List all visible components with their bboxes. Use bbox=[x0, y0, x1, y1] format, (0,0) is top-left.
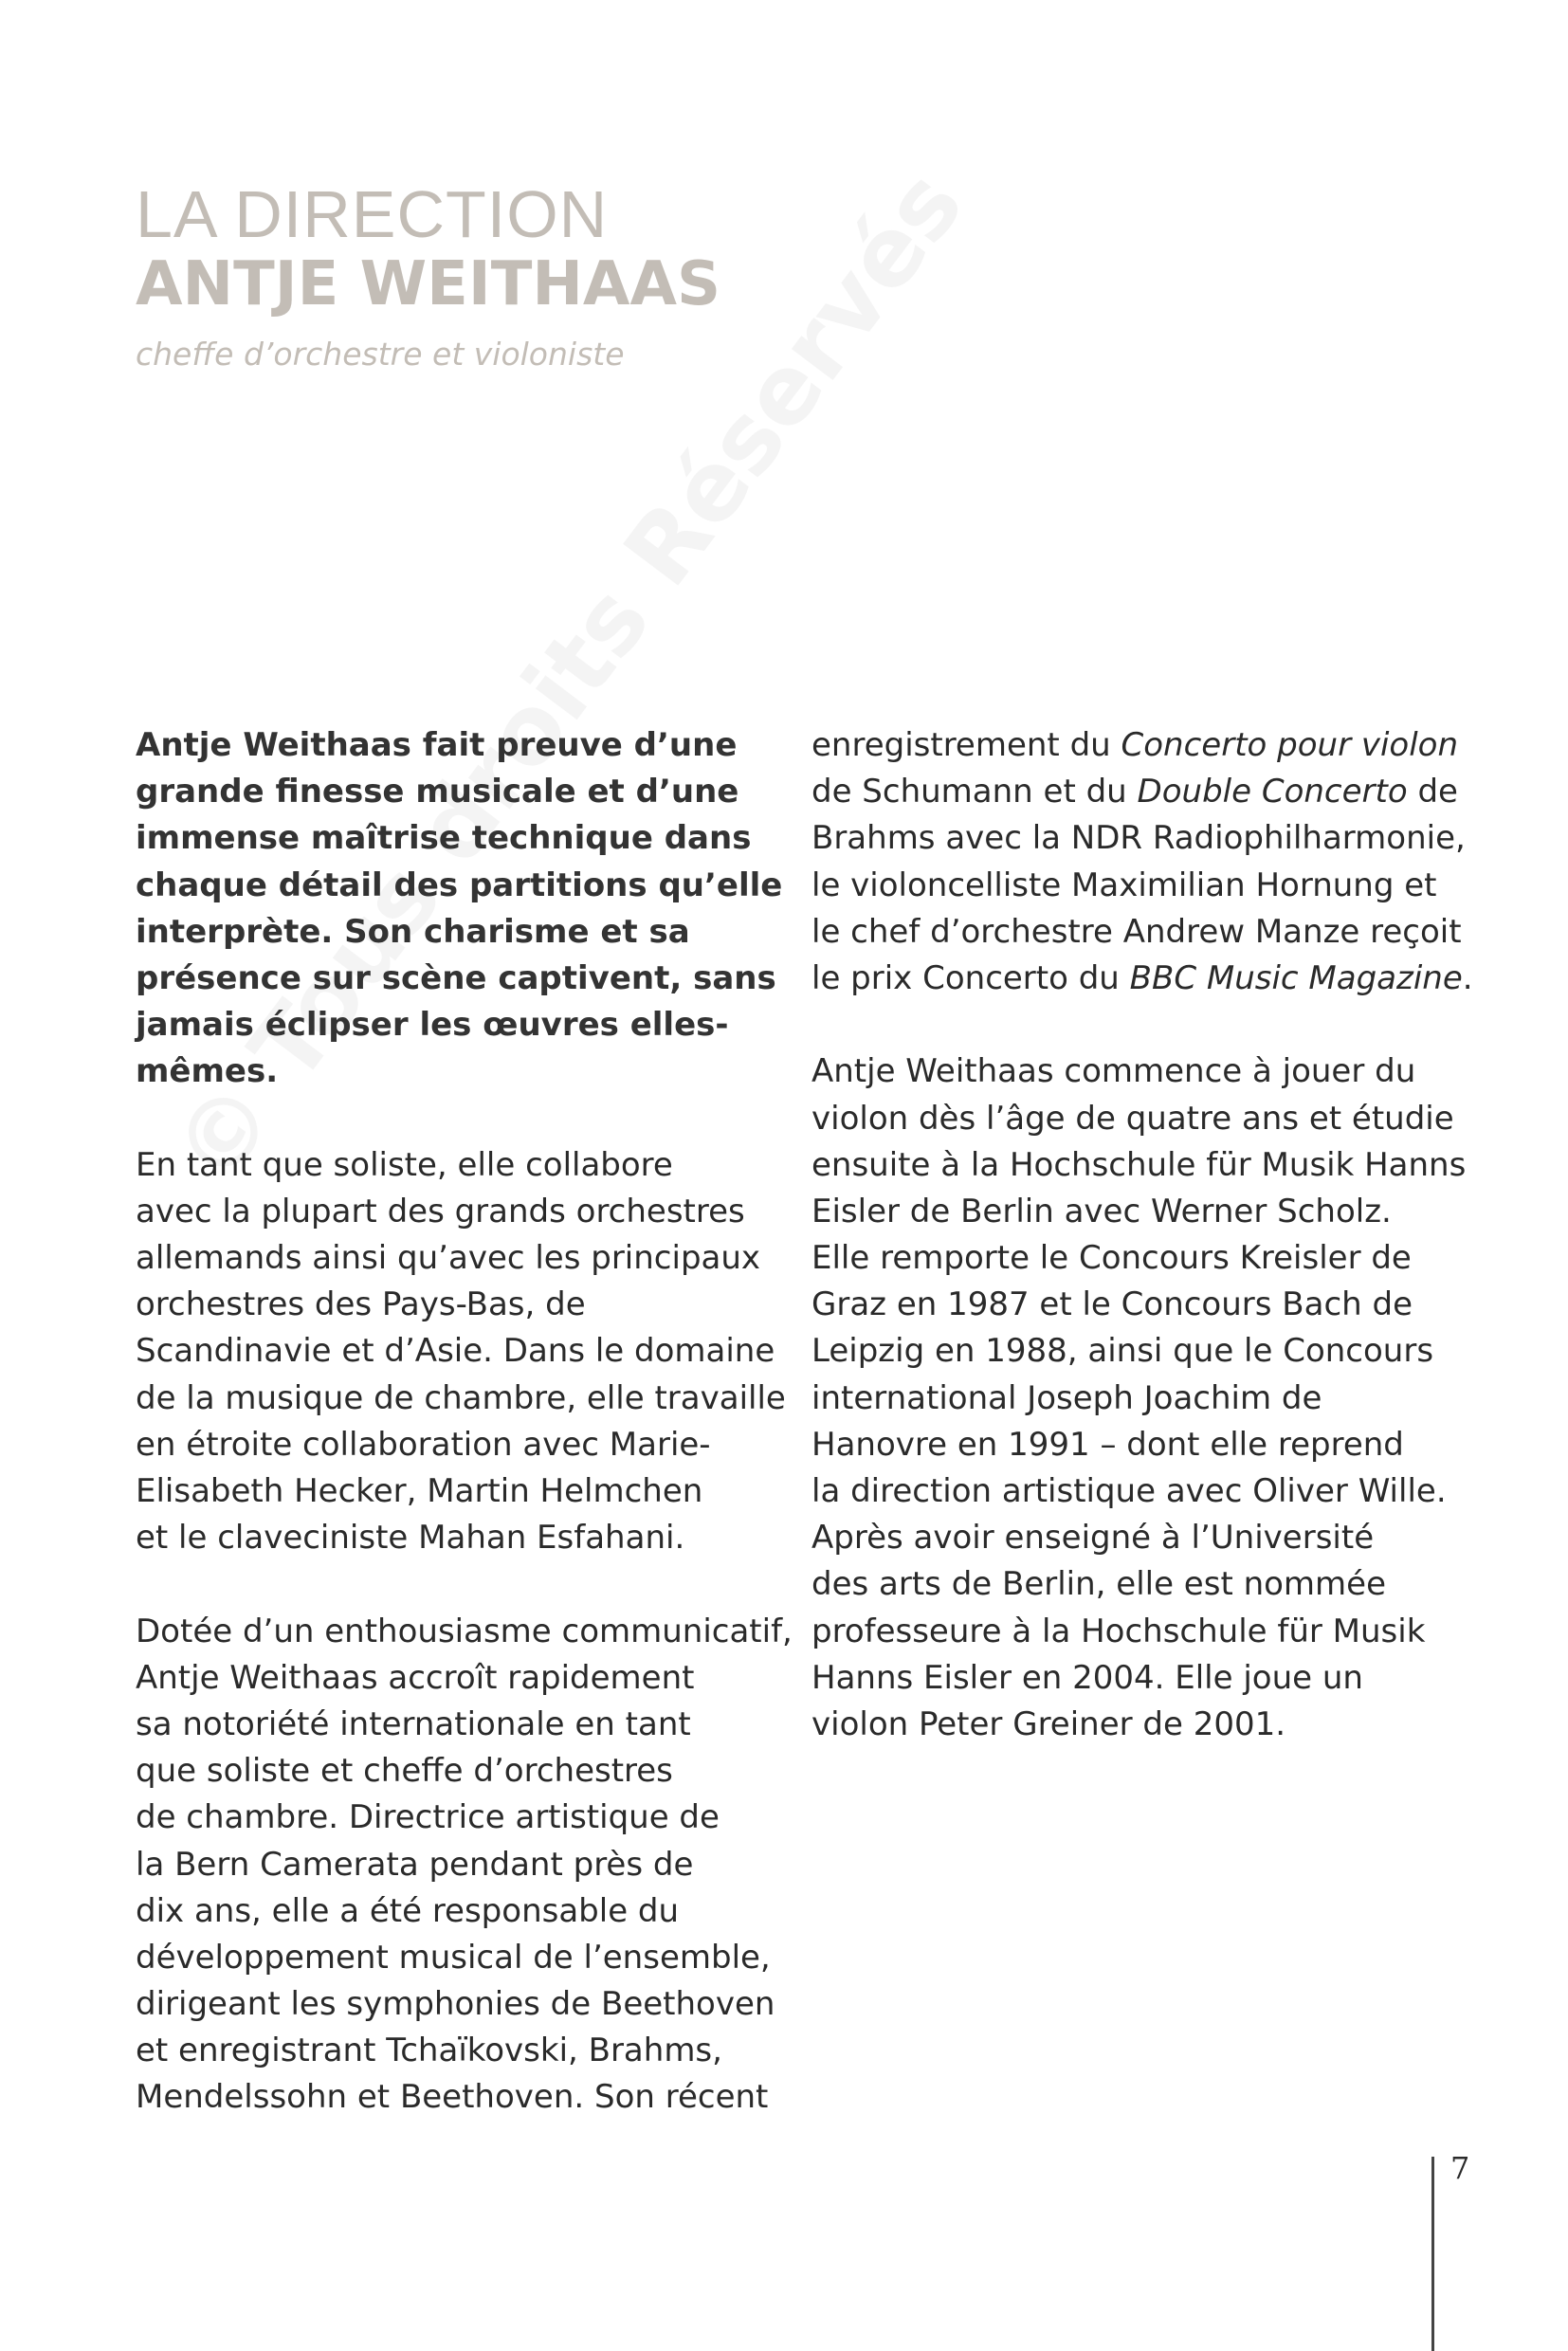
lead-line: jamais éclipser les œuvres elles- bbox=[136, 1006, 729, 1045]
text-line: le prix Concerto du BBC Music Magazine. bbox=[811, 958, 1473, 997]
text-line: Antje Weithaas commence à jouer du bbox=[811, 1052, 1416, 1091]
page-number: 7 bbox=[1450, 2150, 1470, 2186]
right-column bbox=[811, 722, 1473, 1748]
lead-line: chaque détail des partitions qu’elle bbox=[136, 866, 783, 904]
text-line: violon dès l’âge de quatre ans et étudie bbox=[811, 1099, 1454, 1138]
text-line: Hanns Eisler en 2004. Elle joue un bbox=[811, 1658, 1363, 1697]
paragraph-biography bbox=[811, 1048, 1467, 1748]
lead-line: immense maîtrise technique dans bbox=[136, 819, 752, 858]
text-line: dix ans, elle a été responsable du bbox=[136, 1891, 680, 1930]
text-line: développement musical de l’ensemble, bbox=[136, 1938, 771, 1977]
text-line: Graz en 1987 et le Concours Bach de bbox=[811, 1285, 1413, 1324]
text-line: et enregistrant Tchaïkovski, Brahms, bbox=[136, 2032, 722, 2070]
lead-paragraph bbox=[136, 722, 783, 1096]
text-line: en étroite collaboration avec Marie- bbox=[136, 1425, 711, 1464]
work-title: Concerto pour violon bbox=[1121, 726, 1459, 764]
page-header bbox=[136, 177, 721, 377]
text-line: Antje Weithaas accroît rapidement bbox=[136, 1658, 695, 1697]
text-line: violon Peter Greiner de 2001. bbox=[811, 1704, 1286, 1743]
lead-line: Antje Weithaas fait preuve d’une bbox=[136, 726, 738, 764]
text-line: de la musique de chambre, elle travaille bbox=[136, 1378, 786, 1417]
text-line: Dotée d’un enthousiasme communicatif, bbox=[136, 1612, 793, 1650]
text-line: et le claveciniste Mahan Esfahani. bbox=[136, 1519, 685, 1558]
text-line: Elle remporte le Concours Kreisler de bbox=[811, 1239, 1412, 1278]
text-line: Hanovre en 1991 – dont elle reprend bbox=[811, 1425, 1404, 1464]
text-line: Scandinavie et d’Asie. Dans le domaine bbox=[136, 1332, 775, 1371]
text-line: enregistrement du Concerto pour violon bbox=[811, 726, 1459, 764]
text-line: le violoncelliste Maximilian Hornung et bbox=[811, 866, 1437, 904]
paragraph-career bbox=[136, 1609, 793, 2122]
text-line: de Schumann et du Double Concerto de bbox=[811, 773, 1458, 811]
publication-title: BBC Music Magazine bbox=[1129, 958, 1463, 997]
paragraph-soloist bbox=[136, 1142, 786, 1562]
text-line: la Bern Camerata pendant près de bbox=[136, 1845, 694, 1884]
text-line: allemands ainsi qu’avec les principaux bbox=[136, 1239, 761, 1278]
lead-line: interprète. Son charisme et sa bbox=[136, 912, 690, 951]
text-line: la direction artistique avec Oliver Wille. bbox=[811, 1472, 1447, 1510]
text-line: Elisabeth Hecker, Martin Helmchen bbox=[136, 1472, 703, 1510]
text-line: Mendelssohn et Beethoven. Son récent bbox=[136, 2078, 769, 2117]
text-line: Eisler de Berlin avec Werner Scholz. bbox=[811, 1192, 1392, 1230]
text-line: des arts de Berlin, elle est nommée bbox=[811, 1565, 1387, 1604]
text-line: Après avoir enseigné à l’Université bbox=[811, 1519, 1375, 1558]
page-number-rule bbox=[1431, 2157, 1434, 2351]
left-column bbox=[136, 722, 793, 2122]
text-line: sa notoriété internationale en tant bbox=[136, 1704, 691, 1743]
text-line: dirigeant les symphonies de Beethoven bbox=[136, 1985, 775, 2024]
lead-line: mêmes. bbox=[136, 1052, 279, 1091]
section-title: LA DIRECTION bbox=[136, 177, 609, 251]
person-name: ANTJE WEITHAAS bbox=[136, 249, 721, 319]
text-line: Leipzig en 1988, ainsi que le Concours bbox=[811, 1332, 1434, 1371]
work-title: Double Concerto bbox=[1137, 773, 1408, 811]
lead-line: présence sur scène captivent, sans bbox=[136, 958, 776, 997]
text-line: le chef d’orchestre Andrew Manze reçoit bbox=[811, 912, 1462, 951]
paragraph-recording bbox=[811, 722, 1473, 1002]
lead-line: grande finesse musicale et d’une bbox=[136, 773, 739, 811]
person-role: cheffe d’orchestre et violoniste bbox=[136, 336, 625, 373]
text-line: de chambre. Directrice artistique de bbox=[136, 1798, 720, 1837]
text-line: En tant que soliste, elle collabore bbox=[136, 1145, 673, 1184]
text-line: avec la plupart des grands orchestres bbox=[136, 1192, 745, 1230]
text-line: ensuite à la Hochschule für Musik Hanns bbox=[811, 1145, 1467, 1184]
text-line: international Joseph Joachim de bbox=[811, 1378, 1322, 1417]
text-line: professeure à la Hochschule für Musik bbox=[811, 1612, 1426, 1650]
text-line: Brahms avec la NDR Radiophilharmonie, bbox=[811, 819, 1466, 858]
text-line: orchestres des Pays-Bas, de bbox=[136, 1285, 586, 1324]
text-line: que soliste et cheffe d’orchestres bbox=[136, 1752, 673, 1791]
